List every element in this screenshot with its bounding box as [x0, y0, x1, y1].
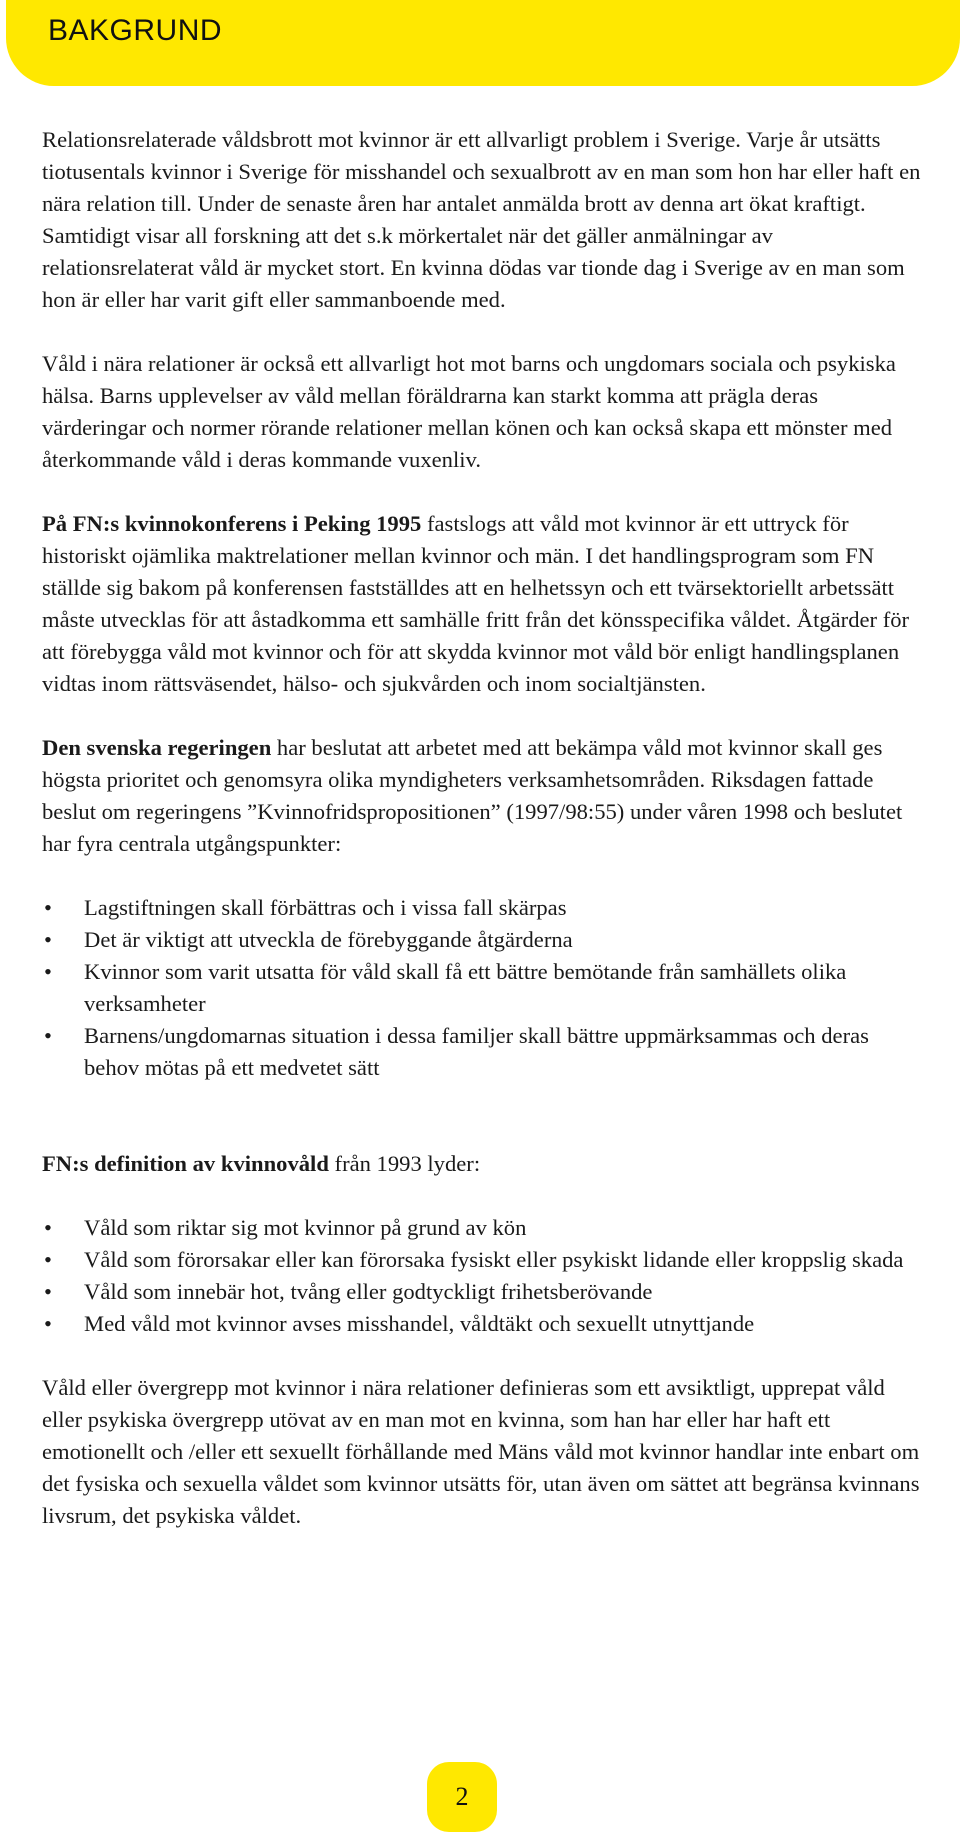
list-item	[42, 1308, 927, 1340]
bullet-icon: •	[44, 1279, 52, 1304]
definition-list	[42, 1212, 927, 1340]
list-item	[42, 1212, 927, 1244]
paragraph-relationship-definition: Våld eller övergrepp mot kvinnor i nära relationer definieras som ett avsiktligt, upprepat våld eller psykiska övergrepp utövat av en man mot en kvinna, som han har eller har haft ett emotionellt och /eller ett sexuellt förhållande med Mäns våld mot kvinnor handlar inte enbart om det fysiska och sexuella våldet som kvinnor utsätts för, utan även om sättet att begränsa kvinnans livsrum, det psykiska våldet.	[42, 1375, 920, 1528]
list-item	[42, 1020, 927, 1084]
bullet-icon: •	[44, 1023, 52, 1048]
paragraph-intro: Relationsrelaterade våldsbrott mot kvinnor är ett allvarligt problem i Sverige. Varje år utsätts tiotusentals kvinnor i Sverige för misshandel och sexualbrott av en man som hon har eller haft en nära relation till. Under de senaste åren har antalet anmälda brott av denna art ökat kraftigt. Samtidigt visar all forskning att det s.k mörkertalet när det gäller anmälningar av relationsrelaterat våld är mycket stort. En kvinna dödas var tionde dag i Sverige av en man som hon är eller har varit gift eller sammanboende med.	[42, 127, 921, 312]
paragraph-government-heading: Den svenska regeringen	[42, 735, 272, 760]
list-item	[42, 892, 927, 924]
list-item-text: Våld som innebär hot, tvång eller godtyckligt frihetsberövande	[84, 1279, 653, 1304]
paragraph-un-definition-heading: FN:s definition av kvinnovåld	[42, 1151, 329, 1176]
list-item-text: Lagstiftningen skall förbättras och i vissa fall skärpas	[84, 895, 567, 920]
bullet-icon: •	[44, 1215, 52, 1240]
bullet-icon: •	[44, 895, 52, 920]
list-item-text: Våld som förorsakar eller kan förorsaka fysiskt eller psykiskt lidande eller kroppslig skada	[84, 1247, 904, 1272]
list-item	[42, 924, 927, 956]
paragraph-un-conference-heading: På FN:s kvinnokonferens i Peking 1995	[42, 511, 422, 536]
list-item	[42, 1244, 927, 1276]
paragraph-un-definition	[42, 1148, 927, 1180]
bullet-icon: •	[44, 927, 52, 952]
page-title: BAKGRUND	[48, 14, 223, 47]
list-item-text: Barnens/ungdomarnas situation i dessa familjer skall bättre uppmärksammas och deras behov mötas på ett medvetet sätt	[84, 1023, 869, 1080]
page-number: 2	[455, 1782, 469, 1811]
list-item-text: Våld som riktar sig mot kvinnor på grund av kön	[84, 1215, 527, 1240]
bullet-icon: •	[44, 959, 52, 984]
list-item-text: Med våld mot kvinnor avses misshandel, våldtäkt och sexuellt utnyttjande	[84, 1311, 755, 1336]
starting-points-list	[42, 892, 927, 1084]
paragraph-un-definition-text: från 1993 lyder:	[328, 1151, 481, 1176]
list-item	[42, 1276, 927, 1308]
paragraph-government-text: har beslutat att arbetet med att bekämpa våld mot kvinnor skall ges högsta prioritet och genomsyra olika myndigheters verksamhetsområden. Riksdagen fattade beslut om regeringens ”Kvinnofridspropositionen” (1997/98:55) under våren 1998 och beslutet har fyra centrala utgångspunkter:	[42, 735, 903, 856]
list-item	[42, 956, 927, 1020]
paragraph-un-conference-text: fastslogs att våld mot kvinnor är ett uttryck för historiskt ojämlika maktrelationer mellan kvinnor och män. I det handlingsprogram som FN ställde sig bakom på konferensen fastställdes att en helhetssyn och ett tvärsektoriellt arbetssätt måste utvecklas för att åstadkomma ett samhälle fritt från det könsspecifika våldet. Åtgärder för att förebygga våld mot kvinnor och för att skydda kvinnor mot våld bör enligt handlingsplanen vidtas inom rättsväsendet, hälso- och sjukvården och inom socialtjänsten.	[42, 511, 910, 696]
list-item-text: Kvinnor som varit utsatta för våld skall få ett bättre bemötande från samhällets olika verksamheter	[84, 959, 847, 1016]
main-content	[42, 124, 927, 1532]
header-band	[6, 0, 960, 86]
list-item-text: Det är viktigt att utveckla de förebyggande åtgärderna	[84, 927, 573, 952]
paragraph-government	[42, 732, 927, 860]
bullet-icon: •	[44, 1247, 52, 1272]
paragraph-children: Våld i nära relationer är också ett allvarligt hot mot barns och ungdomars sociala och psykiska hälsa. Barns upplevelser av våld mellan föräldrarna kan starkt komma att prägla deras värderingar och normer rörande relationer mellan könen och kan också skapa ett mönster med återkommande våld i deras kommande vuxenliv.	[42, 351, 896, 472]
page-number-badge	[427, 1762, 497, 1832]
bullet-icon: •	[44, 1311, 52, 1336]
paragraph-un-conference	[42, 508, 927, 700]
